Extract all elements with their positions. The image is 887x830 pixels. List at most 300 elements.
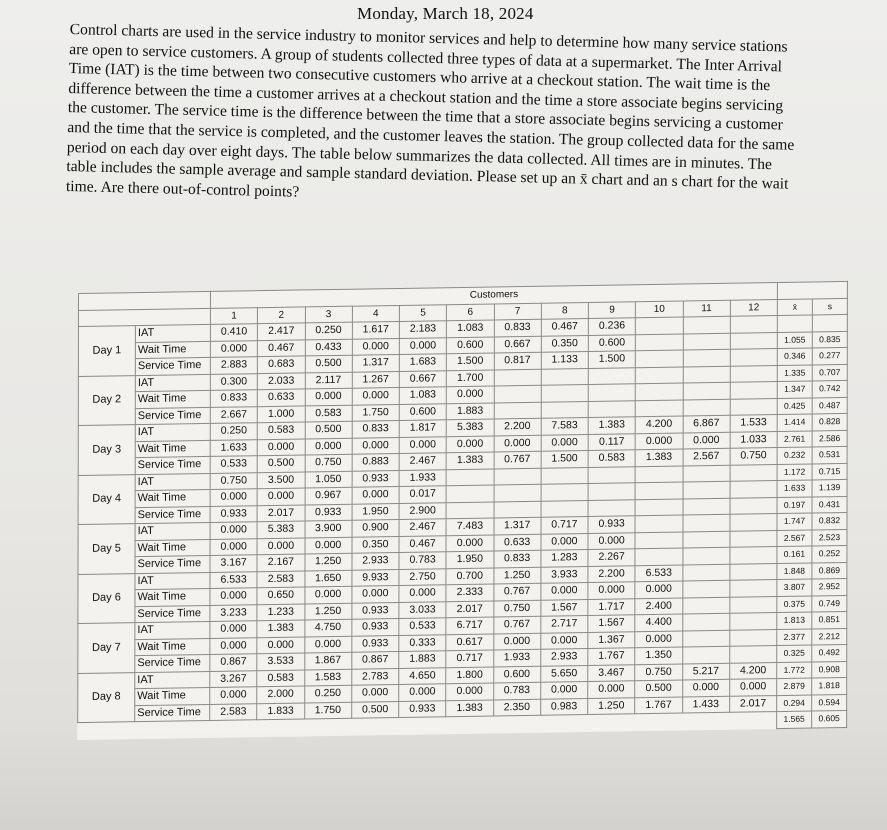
s-cell: 2.952: [812, 578, 847, 595]
value-cell: [541, 368, 588, 385]
s-cell: 2.212: [812, 628, 847, 645]
value-cell: 4.400: [635, 614, 682, 631]
value-cell: 0.833: [494, 319, 541, 336]
variable-label: Wait Time: [135, 390, 210, 408]
value-cell: [636, 317, 683, 334]
value-cell: 0.750: [635, 664, 682, 681]
value-cell: 1.750: [304, 702, 351, 719]
s-cell: 0.851: [812, 611, 847, 628]
value-cell: 0.000: [210, 621, 257, 638]
data-table-container: [77, 281, 848, 725]
value-cell: [730, 398, 777, 415]
value-cell: [541, 500, 588, 517]
value-cell: 6.533: [635, 565, 682, 582]
value-cell: 0.000: [210, 588, 257, 605]
value-cell: 0.000: [588, 532, 635, 549]
column-header: 7: [494, 303, 541, 320]
value-cell: 0.467: [258, 339, 305, 356]
value-cell: 0.000: [257, 488, 304, 505]
s-cell: 0.492: [812, 644, 847, 661]
value-cell: 0.000: [305, 388, 352, 405]
day-label: Day 4: [78, 474, 135, 524]
variable-label: Service Time: [135, 357, 210, 375]
s-cell: 0.594: [812, 694, 847, 711]
value-cell: 2.883: [210, 357, 257, 374]
value-cell: 0.000: [305, 438, 352, 455]
value-cell: 2.017: [446, 601, 493, 618]
value-cell: [730, 332, 777, 349]
value-cell: 0.000: [210, 538, 257, 555]
value-cell: 0.633: [258, 389, 305, 406]
value-cell: 1.683: [399, 354, 446, 371]
value-cell: 1.383: [635, 449, 682, 466]
value-cell: [446, 485, 493, 502]
value-cell: 0.500: [635, 680, 682, 697]
value-cell: [683, 316, 730, 333]
value-cell: 0.833: [352, 420, 399, 437]
value-cell: [682, 547, 729, 564]
column-header: 2: [258, 306, 305, 323]
value-cell: 0.000: [210, 687, 257, 704]
value-cell: 0.767: [493, 583, 540, 600]
value-cell: [730, 316, 777, 333]
value-cell: 0.650: [257, 587, 304, 604]
xbar-cell: 0.325: [777, 645, 812, 662]
value-cell: [446, 501, 493, 518]
variable-label: Service Time: [135, 555, 210, 573]
xbar-cell: 0.346: [777, 348, 812, 365]
value-cell: 1.133: [541, 351, 588, 368]
value-cell: 5.383: [257, 521, 304, 538]
value-cell: 3.233: [210, 604, 257, 621]
value-cell: [541, 484, 588, 501]
value-cell: [541, 384, 588, 401]
value-cell: [494, 468, 541, 485]
value-cell: [446, 468, 493, 485]
value-cell: 0.583: [257, 669, 304, 686]
column-header: 6: [447, 303, 494, 320]
xbar-cell: 0.425: [777, 397, 812, 414]
s-cell: 0.828: [812, 413, 847, 430]
value-cell: 1.567: [541, 599, 588, 616]
s-cell: [812, 314, 847, 331]
xbar-cell: 0.197: [777, 496, 812, 513]
value-cell: [682, 613, 729, 630]
value-cell: 0.933: [588, 516, 635, 533]
value-cell: 1.700: [447, 369, 494, 386]
value-cell: 2.567: [683, 448, 730, 465]
variable-label: IAT: [135, 572, 210, 590]
value-cell: 0.533: [210, 456, 257, 473]
value-cell: 6.867: [683, 415, 730, 432]
value-cell: 0.000: [399, 436, 446, 453]
value-cell: 1.833: [257, 702, 304, 719]
day-label: Day 3: [78, 425, 135, 475]
value-cell: 0.983: [540, 698, 587, 715]
value-cell: 0.000: [352, 585, 399, 602]
column-header: 5: [399, 304, 446, 321]
value-cell: 2.400: [635, 598, 682, 615]
value-cell: 1.250: [588, 697, 635, 714]
value-cell: 0.600: [588, 334, 635, 351]
value-cell: [635, 383, 682, 400]
value-cell: [636, 350, 683, 367]
value-cell: 3.467: [588, 664, 635, 681]
value-cell: 2.933: [541, 649, 588, 666]
variable-label: IAT: [135, 522, 210, 540]
value-cell: 0.250: [305, 322, 352, 339]
variable-label: IAT: [135, 671, 210, 689]
value-cell: 1.083: [447, 320, 494, 337]
value-cell: 1.250: [304, 603, 351, 620]
value-cell: 0.000: [304, 586, 351, 603]
value-cell: 0.933: [352, 635, 399, 652]
value-cell: [682, 630, 729, 647]
s-cell: 0.742: [812, 380, 847, 397]
day-label: Day 6: [78, 573, 135, 623]
value-cell: 2.017: [729, 695, 776, 712]
value-cell: 3.167: [210, 555, 257, 572]
xbar-cell: 0.294: [777, 695, 812, 712]
value-cell: 0.683: [258, 356, 305, 373]
value-cell: 0.333: [399, 634, 446, 651]
value-cell: 5.217: [682, 663, 729, 680]
value-cell: [682, 564, 729, 581]
value-cell: [730, 514, 777, 531]
value-cell: 0.000: [352, 387, 399, 404]
value-cell: [730, 596, 777, 613]
value-cell: 0.467: [541, 318, 588, 335]
value-cell: [541, 467, 588, 484]
value-cell: 0.250: [304, 685, 351, 702]
value-cell: 2.467: [399, 453, 446, 470]
value-cell: 0.933: [399, 700, 446, 717]
xbar-cell: 0.232: [777, 447, 812, 464]
xbar-cell: 1.813: [777, 612, 812, 629]
s-cell: 0.832: [812, 512, 847, 529]
value-cell: 0.000: [257, 636, 304, 653]
value-cell: 2.333: [446, 584, 493, 601]
variable-label: Service Time: [135, 407, 210, 425]
value-cell: 2.900: [399, 502, 446, 519]
s-cell: 0.431: [812, 496, 847, 513]
s-cell: 0.531: [812, 446, 847, 463]
value-cell: 0.000: [399, 684, 446, 701]
page-date: Monday, March 18, 2024: [357, 4, 534, 23]
value-cell: [682, 514, 729, 531]
value-cell: 0.667: [399, 370, 446, 387]
xbar-cell: 1.848: [777, 563, 812, 580]
value-cell: 0.750: [730, 448, 777, 465]
value-cell: [494, 369, 541, 386]
value-cell: [682, 597, 729, 614]
value-cell: 1.933: [493, 649, 540, 666]
value-cell: 1.950: [446, 551, 493, 568]
value-cell: 0.000: [352, 338, 399, 355]
value-cell: 1.617: [352, 321, 399, 338]
value-cell: 0.500: [305, 421, 352, 438]
value-cell: [588, 499, 635, 516]
value-cell: 0.000: [541, 533, 588, 550]
value-cell: 1.317: [494, 517, 541, 534]
value-cell: [683, 481, 730, 498]
value-cell: [494, 402, 541, 419]
value-cell: 0.000: [541, 583, 588, 600]
value-cell: 0.783: [493, 682, 540, 699]
xbar-cell: 0.161: [777, 546, 812, 563]
value-cell: [730, 382, 777, 399]
value-cell: [588, 400, 635, 417]
value-cell: 0.000: [304, 636, 351, 653]
value-cell: 2.583: [257, 570, 304, 587]
value-cell: 0.000: [210, 637, 257, 654]
value-cell: [635, 548, 682, 565]
value-cell: 0.000: [446, 683, 493, 700]
value-cell: 1.500: [541, 451, 588, 468]
value-cell: 4.750: [304, 619, 351, 636]
xbar-cell: 0.375: [777, 596, 812, 613]
value-cell: 1.767: [635, 697, 682, 714]
value-cell: 1.950: [352, 503, 399, 520]
value-cell: 0.350: [352, 536, 399, 553]
value-cell: 1.383: [257, 620, 304, 637]
s-cell: 2.523: [812, 529, 847, 546]
value-cell: 0.000: [305, 537, 352, 554]
value-cell: 2.717: [541, 616, 588, 633]
day-label: Day 2: [78, 375, 135, 425]
value-cell: 0.500: [351, 701, 398, 718]
value-cell: 0.750: [493, 600, 540, 617]
value-cell: 0.867: [352, 652, 399, 669]
value-cell: 0.583: [257, 422, 304, 439]
value-cell: [730, 497, 777, 514]
s-cell: 0.707: [812, 364, 847, 381]
value-cell: 2.583: [210, 703, 257, 720]
value-cell: [682, 531, 729, 548]
value-cell: 1.767: [588, 648, 635, 665]
value-cell: 1.717: [588, 598, 635, 615]
value-cell: 2.033: [258, 372, 305, 389]
s-cell: 2.586: [812, 430, 847, 447]
variable-label: Service Time: [135, 605, 210, 623]
value-cell: 2.200: [494, 418, 541, 435]
value-cell: 4.200: [729, 662, 776, 679]
value-cell: 1.367: [588, 631, 635, 648]
value-cell: 1.500: [588, 351, 635, 368]
variable-label: IAT: [135, 374, 210, 392]
value-cell: 2.167: [257, 554, 304, 571]
value-cell: 2.783: [352, 668, 399, 685]
value-cell: [635, 482, 682, 499]
value-cell: 0.600: [447, 336, 494, 353]
value-cell: 0.717: [446, 650, 493, 667]
day-label: Day 8: [78, 672, 135, 722]
xbar-cell: 1.055: [777, 331, 812, 348]
value-cell: 1.883: [446, 402, 493, 419]
value-cell: [494, 484, 541, 501]
value-cell: 0.000: [352, 437, 399, 454]
value-cell: 0.000: [399, 585, 446, 602]
value-cell: [683, 333, 730, 350]
value-cell: [635, 400, 682, 417]
value-cell: 1.283: [541, 550, 588, 567]
value-cell: 0.500: [257, 455, 304, 472]
value-cell: [683, 498, 730, 515]
value-cell: 1.650: [304, 570, 351, 587]
value-cell: 0.000: [635, 581, 682, 598]
value-cell: 0.750: [210, 472, 257, 489]
value-cell: 2.667: [210, 406, 257, 423]
value-cell: 0.667: [494, 336, 541, 353]
value-cell: 0.117: [588, 433, 635, 450]
s-cell: 1.818: [812, 677, 847, 694]
xbar-cell: 1.772: [777, 662, 812, 679]
xbar-cell: 2.567: [777, 530, 812, 547]
value-cell: [683, 349, 730, 366]
value-cell: [730, 580, 777, 597]
value-cell: 1.350: [635, 647, 682, 664]
value-cell: [682, 580, 729, 597]
value-cell: 3.533: [257, 653, 304, 670]
variable-label: IAT: [135, 473, 210, 491]
value-cell: 0.433: [305, 339, 352, 356]
xbar-cell: 2.377: [777, 629, 812, 646]
value-cell: 2.417: [258, 323, 305, 340]
value-cell: [683, 465, 730, 482]
value-cell: 0.000: [588, 582, 635, 599]
value-cell: [730, 563, 777, 580]
value-cell: 0.000: [493, 633, 540, 650]
value-cell: 0.883: [352, 453, 399, 470]
s-cell: 0.487: [812, 397, 847, 414]
value-cell: [730, 613, 777, 630]
variable-label: Wait Time: [135, 489, 210, 507]
value-cell: 0.000: [588, 681, 635, 698]
value-cell: 0.000: [399, 337, 446, 354]
value-cell: 0.350: [541, 335, 588, 352]
value-cell: 4.200: [635, 416, 682, 433]
value-cell: 1.633: [210, 439, 257, 456]
value-cell: 2.117: [305, 372, 352, 389]
value-cell: 1.500: [447, 353, 494, 370]
column-header: 10: [636, 300, 683, 317]
value-cell: [636, 334, 683, 351]
variable-label: Service Time: [135, 704, 210, 722]
value-cell: 0.000: [683, 432, 730, 449]
value-cell: 0.000: [540, 682, 587, 699]
value-cell: [682, 646, 729, 663]
day-label: Day 7: [78, 623, 135, 673]
value-cell: 1.533: [730, 415, 777, 432]
value-cell: 1.033: [730, 431, 777, 448]
value-cell: 0.467: [399, 535, 446, 552]
value-cell: 0.933: [352, 470, 399, 487]
value-cell: 3.900: [305, 520, 352, 537]
value-cell: 1.567: [588, 615, 635, 632]
value-cell: 1.383: [588, 417, 635, 434]
value-cell: 0.767: [493, 616, 540, 633]
value-cell: 0.000: [447, 386, 494, 403]
s-cell: 0.749: [812, 595, 847, 612]
value-cell: 0.000: [541, 434, 588, 451]
value-cell: 1.750: [352, 404, 399, 421]
xbar-cell: 2.761: [777, 430, 812, 447]
value-cell: [730, 464, 777, 481]
value-cell: [588, 466, 635, 483]
value-cell: 3.933: [541, 566, 588, 583]
value-cell: [730, 629, 777, 646]
value-cell: [730, 646, 777, 663]
value-cell: 0.000: [351, 685, 398, 702]
value-cell: [588, 384, 635, 401]
value-cell: 5.383: [446, 419, 493, 436]
value-cell: 0.236: [588, 318, 635, 335]
value-cell: 1.933: [399, 469, 446, 486]
value-cell: 0.000: [635, 433, 682, 450]
value-cell: 0.817: [494, 352, 541, 369]
value-cell: 1.250: [493, 567, 540, 584]
data-table: [77, 281, 848, 740]
value-cell: 0.500: [305, 355, 352, 372]
value-cell: 6.533: [210, 571, 257, 588]
value-cell: 1.050: [305, 471, 352, 488]
value-cell: 0.583: [588, 450, 635, 467]
value-cell: 1.383: [446, 452, 493, 469]
value-cell: [683, 382, 730, 399]
value-cell: 0.000: [210, 340, 257, 357]
value-cell: [730, 530, 777, 547]
value-cell: 1.800: [446, 667, 493, 684]
value-cell: 0.933: [210, 505, 257, 522]
value-cell: 0.017: [399, 486, 446, 503]
table-caption: Customers: [210, 283, 777, 308]
value-cell: 0.583: [305, 405, 352, 422]
variable-label: Wait Time: [135, 440, 210, 458]
value-cell: 0.000: [729, 679, 776, 696]
value-cell: 0.000: [257, 537, 304, 554]
value-cell: [635, 499, 682, 516]
value-cell: [636, 367, 683, 384]
value-cell: [541, 401, 588, 418]
xbar-cell: 1.414: [777, 414, 812, 431]
value-cell: [494, 385, 541, 402]
value-cell: 0.933: [305, 504, 352, 521]
value-cell: 3.033: [399, 601, 446, 618]
s-cell: 0.835: [812, 331, 847, 348]
value-cell: 0.000: [682, 679, 729, 696]
value-cell: 0.783: [399, 552, 446, 569]
value-cell: 0.933: [352, 618, 399, 635]
value-cell: 3.500: [257, 471, 304, 488]
value-cell: [683, 399, 730, 416]
value-cell: 1.383: [446, 700, 493, 717]
value-cell: 0.533: [399, 618, 446, 635]
value-cell: 1.883: [399, 651, 446, 668]
value-cell: [730, 481, 777, 498]
xbar-cell: 1.747: [777, 513, 812, 530]
value-cell: 1.817: [399, 420, 446, 437]
xbar-cell: 1.347: [777, 381, 812, 398]
xbar-cell: 3.807: [777, 579, 812, 596]
variable-label: Service Time: [135, 506, 210, 524]
value-cell: 0.000: [541, 632, 588, 649]
variable-label: Wait Time: [135, 638, 210, 656]
value-cell: 0.000: [446, 435, 493, 452]
value-cell: 0.717: [541, 517, 588, 534]
value-cell: [730, 349, 777, 366]
value-cell: 0.967: [305, 487, 352, 504]
value-cell: 2.200: [588, 565, 635, 582]
